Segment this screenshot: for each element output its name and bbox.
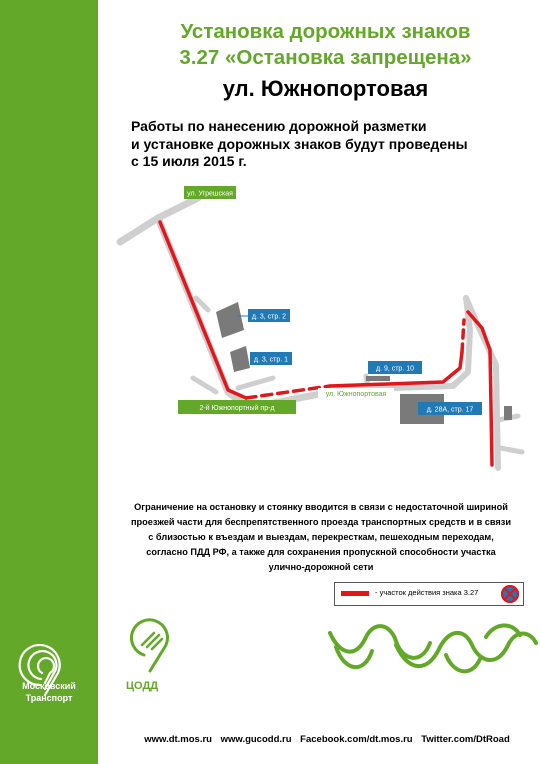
svg-text:д. 28А, стр. 17: д. 28А, стр. 17 — [426, 406, 474, 414]
footer-link-twitter[interactable]: Twitter.com/DtRoad — [421, 734, 510, 745]
svg-text:ул. Угрешская: ул. Угрешская — [187, 190, 233, 198]
decorative-wave-pattern — [326, 615, 538, 685]
restriction-note: Ограничение на остановку и стоянку вводится в связи с недостаточной шириной проезжей части для беспрепятственного проезда транспортных средств и в связи с близостью к въездам и выездам, перекресткам, пешеходным переходам, согласно ПДД РФ, а также для сохранения пропускной способности участка улично-дорожной сети — [130, 502, 512, 572]
building-label-3-2 — [238, 309, 290, 322]
svg-text:2-й Южнопортный пр-д: 2-й Южнопортный пр-д — [199, 405, 275, 412]
footer-links — [122, 734, 532, 745]
street-label-second-passage — [178, 400, 296, 414]
title-line-2: 3.27 «Остановка запрещена» — [179, 46, 472, 69]
svg-text:д. 3, стр. 2: д. 3, стр. 2 — [251, 313, 287, 321]
moscow-transport-logo-text: Московский Транспорт — [22, 681, 76, 703]
restriction-section — [160, 222, 492, 465]
codd-logo-text: ЦОДД — [126, 680, 159, 692]
footer-link-facebook[interactable]: Facebook.com/dt.mos.ru — [300, 734, 413, 745]
legend-red-line — [341, 591, 369, 596]
street-label-ugreshskaya — [184, 186, 236, 199]
title-line-1: Установка дорожных знаков — [180, 20, 471, 43]
works-announcement: Работы по нанесению дорожной разметки и установке дорожных знаков будут проведены с 15 июля 2015 г. — [131, 118, 468, 169]
codd-logo-icon — [120, 615, 190, 685]
footer-link-dt[interactable]: www.dt.mos.ru — [144, 734, 212, 745]
legend-text: - участок действия знака 3.27 — [375, 588, 479, 597]
street-label-yuzhnoportovaya — [318, 388, 394, 398]
street-heading: ул. Южнопортовая — [222, 76, 429, 101]
no-stopping-sign-icon — [501, 585, 519, 603]
building-label-3-1 — [250, 352, 292, 365]
svg-text:д. 3, стр. 1: д. 3, стр. 1 — [253, 356, 289, 364]
content-area — [98, 0, 540, 764]
street-map — [98, 180, 540, 480]
map-legend — [334, 582, 524, 606]
svg-text:д. 9, стр. 10: д. 9, стр. 10 — [375, 365, 415, 373]
green-sidebar — [0, 0, 98, 764]
footer-link-gucodd[interactable]: www.gucodd.ru — [220, 734, 292, 745]
building-label-28a-17 — [418, 402, 482, 415]
building-label-9-10 — [368, 361, 422, 374]
svg-text:ул. Южнопортовая: ул. Южнопортовая — [325, 391, 387, 398]
